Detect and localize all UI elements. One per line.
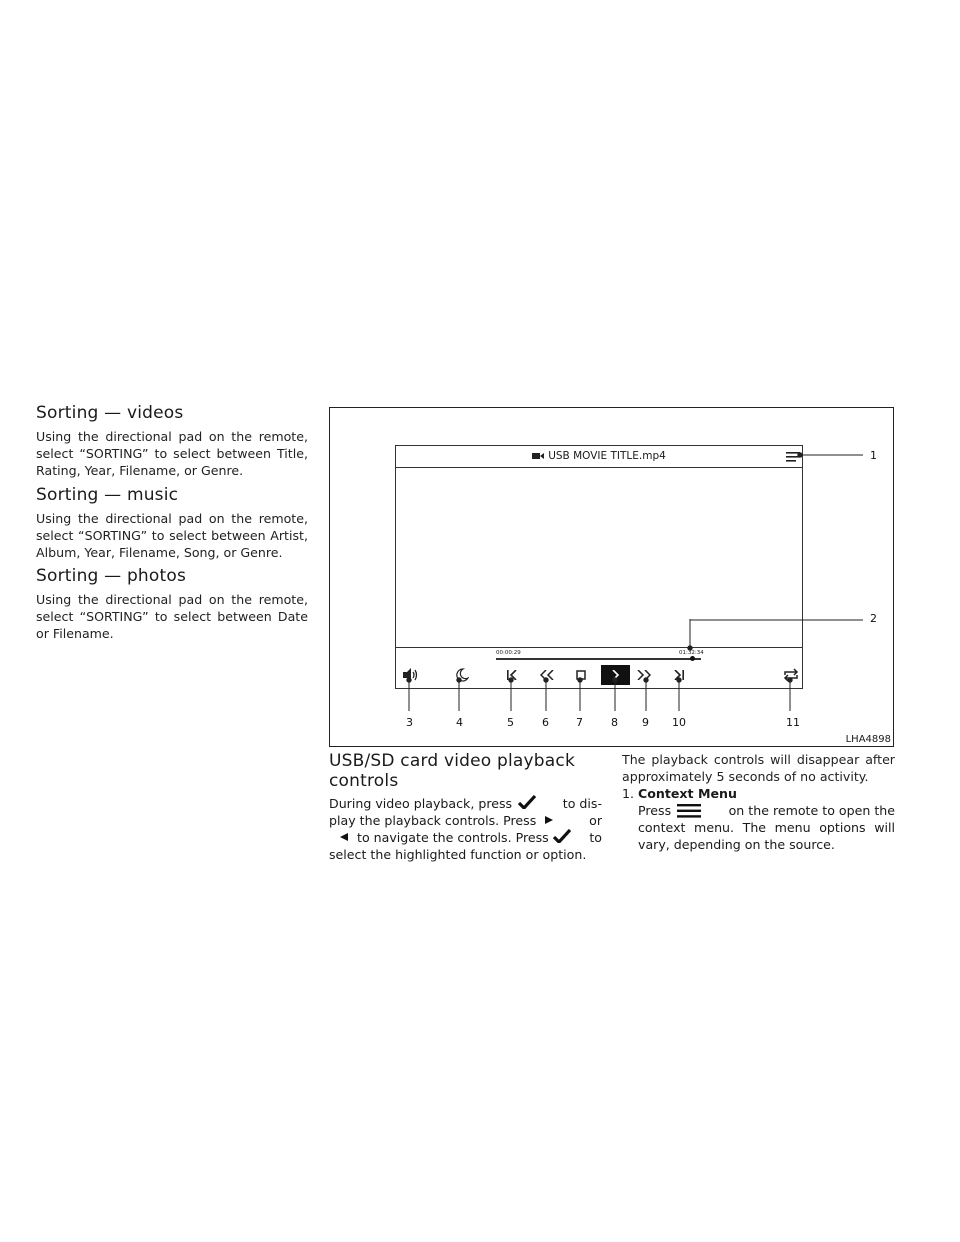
playback-controls-figure	[329, 407, 894, 747]
text-sorting-photos: Using the directional pad on the remote, select “SORTING” to select between Date or Filename.	[36, 592, 308, 641]
callout-lines	[330, 408, 893, 746]
checkmark-icon	[553, 829, 571, 843]
heading-playback-controls	[329, 751, 575, 791]
ctx-press: Press	[638, 803, 672, 818]
callout-3: 3	[406, 716, 413, 729]
heading-line-2: controls	[329, 771, 399, 791]
heading-sorting-music: Sorting — music	[36, 485, 179, 505]
ctx-line-3: vary, depending on the source.	[638, 837, 835, 852]
callout-6: 6	[542, 716, 549, 729]
ctx-line-1	[638, 802, 895, 819]
p1-a: During video playback, press	[329, 796, 513, 811]
p1-b: to dis-	[562, 796, 602, 811]
ctx-line-2: context menu. The menu options will	[638, 820, 895, 835]
callout-11: 11	[786, 716, 800, 729]
text-sorting-music: Using the directional pad on the remote, select “SORTING” to select between Artist, Album, Year, Filename, Song, or Genre.	[36, 511, 308, 560]
p1-e: to navigate the controls. Press	[357, 830, 549, 845]
heading-line-1: USB/SD card video playback	[329, 751, 575, 771]
heading-sorting-videos: Sorting — videos	[36, 403, 184, 423]
p1-g: select the highlighted function or option.	[329, 847, 587, 862]
time-total: 01:32:34	[679, 650, 704, 656]
playback-line-3	[329, 829, 602, 846]
figure-code: LHA4898	[845, 734, 891, 745]
playback-line-2	[329, 812, 602, 829]
right-arrow-icon	[544, 815, 554, 825]
playback-line-1	[329, 795, 602, 812]
callout-1: 1	[870, 449, 877, 462]
callout-7: 7	[576, 716, 583, 729]
heading-sorting-photos: Sorting — photos	[36, 566, 187, 586]
p1-d: or	[589, 813, 602, 828]
playback-paragraph	[329, 795, 602, 863]
p1-f: to	[589, 830, 602, 845]
callout-4: 4	[456, 716, 463, 729]
time-elapsed: 00:00:29	[496, 650, 521, 656]
list-number: 1.	[622, 786, 635, 801]
screen-title: USB MOVIE TITLE.mp4	[548, 450, 666, 462]
callout-2: 2	[870, 612, 877, 625]
p1-c: play the playback controls. Press	[329, 813, 537, 828]
callout-10: 10	[672, 716, 686, 729]
callout-5: 5	[507, 716, 514, 729]
text-sorting-videos: Using the directional pad on the remote, select “SORTING” to select between Title, Rating, Year, Filename, or Genre.	[36, 429, 308, 478]
callout-9: 9	[642, 716, 649, 729]
left-arrow-icon	[339, 832, 349, 842]
callout-8: 8	[611, 716, 618, 729]
context-menu-title: Context Menu	[638, 786, 737, 801]
ctx-rest: on the remote to open the	[728, 803, 895, 818]
menu-icon	[677, 804, 701, 818]
checkmark-icon	[518, 795, 536, 809]
context-menu-description	[638, 802, 895, 853]
text-controls-disappear: The playback controls will disappear after approximately 5 seconds of no activity.	[622, 752, 895, 784]
